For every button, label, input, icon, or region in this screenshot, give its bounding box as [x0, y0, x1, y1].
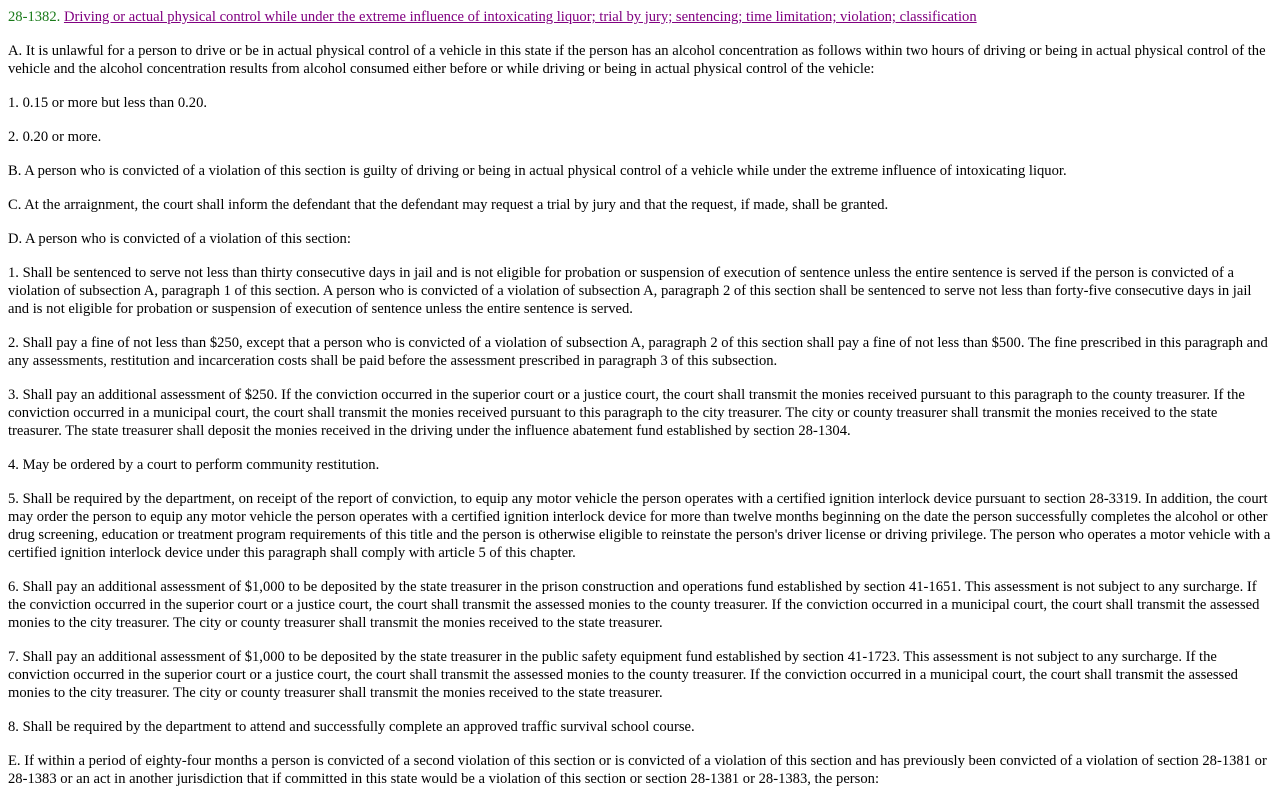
subsection-d-item-2: 2. Shall pay a fine of not less than $250, except that a person who is convicted of a violation of subsection A, paragraph 2 of this section shall pay a fine of not less than $500. The fine prescribed in this paragraph and any assessments, restitution and incarceration costs shall be paid before the assessment prescribed in paragraph 3 of this subsection. — [8, 335, 1268, 369]
subsection-a: A. It is unlawful for a person to drive or be in actual physical control of a vehicle in this state if the person has an alcohol concentration as follows within two hours of driving or being in actual physical control of the vehicle and the alcohol concentration results from alcohol consumed either before or while driving or being in actual physical control of the vehicle: — [8, 43, 1266, 77]
subsection-d-item-3: 3. Shall pay an additional assessment of $250. If the conviction occurred in the superior court or a justice court, the court shall transmit the monies received pursuant to this paragraph to the county treasurer. If the conviction occurred in a municipal court, the court shall transmit the monies received pursuant to this paragraph to the city treasurer. The city or county treasurer shall transmit the monies received to the state treasurer. The state treasurer shall deposit the monies received in the driving under the influence abatement fund established by section 28-1304. — [8, 387, 1245, 439]
section-heading — [8, 8, 1272, 26]
subsection-c: C. At the arraignment, the court shall inform the defendant that the defendant may request a trial by jury and that the request, if made, shall be granted. — [8, 197, 889, 213]
subsection-d: D. A person who is convicted of a violation of this section: — [8, 231, 351, 247]
subsection-a-item-2: 2. 0.20 or more. — [8, 129, 102, 145]
subsection-e: E. If within a period of eighty-four months a person is convicted of a second violation of this section or is convicted of a violation of this section and has previously been convicted of a violation of section 28-1381 or 28-1383 or an act in another jurisdiction that if committed in this state would be a violation of this section or section 28-1381 or 28-1383, the person: — [8, 753, 1267, 787]
subsection-d-item-7: 7. Shall pay an additional assessment of $1,000 to be deposited by the state treasurer in the public safety equipment fund established by section 41-1723. This assessment is not subject to any surcharge. If the conviction occurred in the superior court or a justice court, the court shall transmit the assessed monies to the county treasurer. If the conviction occurred in a municipal court, the court shall transmit the assessed monies to the city treasurer. The city or county treasurer shall transmit the monies received to the state treasurer. — [8, 649, 1238, 701]
section-title-link[interactable]: Driving or actual physical control while under the extreme influence of intoxicating liquor; trial by jury; sentencing; time limitation; violation; classification — [63, 9, 977, 25]
subsection-d-item-4: 4. May be ordered by a court to perform community restitution. — [8, 457, 380, 473]
subsection-d-item-8: 8. Shall be required by the department to attend and successfully complete an approved traffic survival school course. — [8, 719, 695, 735]
subsection-a-item-1: 1. 0.15 or more but less than 0.20. — [8, 95, 208, 111]
subsection-b: B. A person who is convicted of a violation of this section is guilty of driving or being in actual physical control of a vehicle while under the extreme influence of intoxicating liquor. — [8, 163, 1067, 179]
subsection-d-item-1: 1. Shall be sentenced to serve not less than thirty consecutive days in jail and is not eligible for probation or suspension of execution of sentence unless the entire sentence is served if the person is convicted of a violation of subsection A, paragraph 1 of this section. A person who is convicted of a violation of subsection A, paragraph 2 of this section shall be sentenced to serve not less than forty-five consecutive days in jail and is not eligible for probation or suspension of execution of sentence unless the entire sentence is served. — [8, 265, 1252, 317]
section-number: 28-1382. — [8, 9, 61, 25]
subsection-d-item-6: 6. Shall pay an additional assessment of $1,000 to be deposited by the state treasurer in the prison construction and operations fund established by section 41-1651. This assessment is not subject to any surcharge. If the conviction occurred in the superior court or a justice court, the court shall transmit the assessed monies to the county treasurer. If the conviction occurred in a municipal court, the court shall transmit the assessed monies to the city treasurer. The city or county treasurer shall transmit the monies received to the state treasurer. — [8, 579, 1260, 631]
subsection-d-item-5: 5. Shall be required by the department, on receipt of the report of conviction, to equip any motor vehicle the person operates with a certified ignition interlock device pursuant to section 28-3319. In addition, the court may order the person to equip any motor vehicle the person operates with a certified ignition interlock device for more than twelve months beginning on the date the person successfully completes the alcohol or other drug screening, education or treatment program requirements of this title and the person is otherwise eligible to reinstate the person's driver license or driving privilege. The person who operates a motor vehicle with a certified ignition interlock device under this paragraph shall comply with article 5 of this chapter. — [8, 491, 1271, 561]
